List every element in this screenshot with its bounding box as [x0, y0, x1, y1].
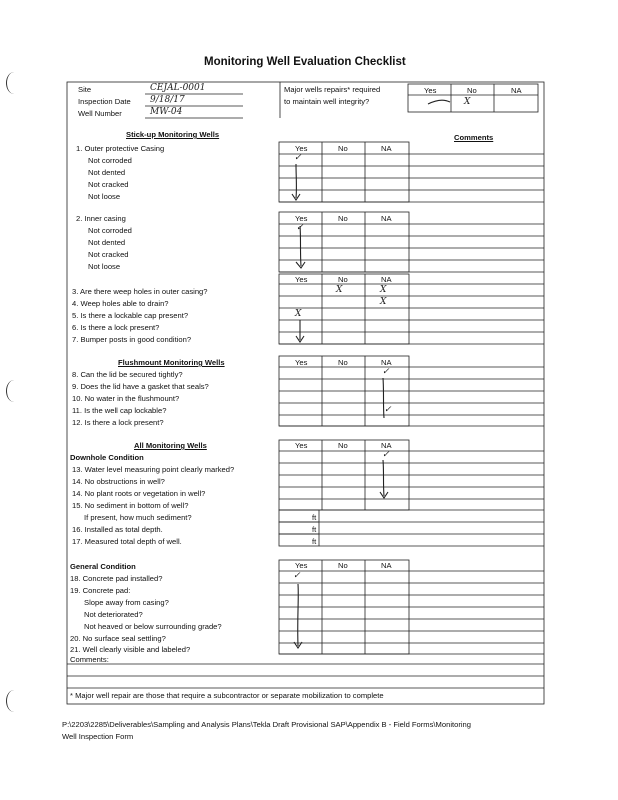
- stickup-3-na-header: NA: [381, 275, 392, 284]
- question-4-answer-na[interactable]: X: [380, 297, 387, 307]
- footnote: * Major well repair are those that require a subcontractor or separate mobilization to complete: [70, 691, 384, 700]
- flushmount-yes-header: Yes: [295, 358, 308, 367]
- question-13: 13. Water level measuring point clearly marked?: [72, 465, 235, 474]
- question-15-sub: If present, how much sediment?: [84, 513, 192, 522]
- question-1: 1. Outer protective Casing: [76, 144, 165, 153]
- question-11: 11. Is the well cap lockable?: [72, 406, 167, 415]
- general-na-header: NA: [381, 561, 392, 570]
- stickup-2-na-header: NA: [381, 214, 392, 223]
- flushmount-na-header: NA: [381, 358, 392, 367]
- major-repairs-answer[interactable]: X: [464, 97, 471, 107]
- well-number-value[interactable]: MW-04: [150, 107, 183, 117]
- question-2-sub-4: Not loose: [88, 262, 121, 271]
- major-repairs-no-header: No: [467, 86, 477, 95]
- question-3: 3. Are there weep holes in outer casing?: [72, 287, 208, 296]
- stickup-3-no-header: No: [338, 275, 348, 284]
- question-6: 6. Is there a lock present?: [72, 323, 160, 332]
- question-9: 9. Does the lid have a gasket that seals?: [72, 382, 209, 391]
- all-wells-na-header: NA: [381, 441, 392, 450]
- question-3-answer-no[interactable]: X: [336, 285, 343, 295]
- question-3-answer-na[interactable]: X: [380, 285, 387, 295]
- general-no-header: No: [338, 561, 348, 570]
- page-title: Monitoring Well Evaluation Checklist: [204, 56, 406, 68]
- stickup-no-header: No: [338, 144, 348, 153]
- question-18-answer-yes[interactable]: ✓: [293, 571, 301, 581]
- question-14b: 14. No plant roots or vegetation in well?: [72, 489, 206, 498]
- all-wells-yes-header: Yes: [295, 441, 308, 450]
- question-10: 10. No water in the flushmount?: [72, 394, 180, 403]
- question-8-answer-na[interactable]: ✓: [382, 367, 390, 377]
- general-condition-heading: General Condition: [70, 562, 136, 571]
- question-18: 18. Concrete pad installed?: [70, 574, 163, 583]
- all-wells-heading: All Monitoring Wells: [134, 441, 207, 450]
- question-19-sub-1: Slope away from casing?: [84, 598, 169, 607]
- question-15: 15. No sediment in bottom of well?: [72, 501, 189, 510]
- major-repairs-question-line-1: Major wells repairs* required: [284, 85, 381, 94]
- question-19-sub-2: Not deteriorated?: [84, 610, 143, 619]
- comments-label: Comments:: [70, 655, 109, 664]
- question-1-sub-1: Not corroded: [88, 156, 132, 165]
- question-5-answer-yes[interactable]: X: [295, 309, 302, 319]
- file-path-line-2: Well Inspection Form: [62, 732, 134, 741]
- question-2-sub-3: Not cracked: [88, 250, 129, 259]
- major-repairs-na-header: NA: [511, 86, 522, 95]
- inspection-date-value[interactable]: 9/18/17: [150, 95, 185, 105]
- site-value[interactable]: CEJAL-0001: [150, 83, 206, 93]
- question-5: 5. Is there a lockable cap present?: [72, 311, 189, 320]
- question-2-sub-1: Not corroded: [88, 226, 132, 235]
- question-1-sub-3: Not cracked: [88, 180, 129, 189]
- question-2: 2. Inner casing: [76, 214, 126, 223]
- stickup-3-yes-header: Yes: [295, 275, 308, 284]
- comments-heading: Comments: [454, 133, 494, 142]
- question-14: 14. No obstructions in well?: [72, 477, 165, 486]
- question-19: 19. Concrete pad:: [70, 586, 131, 595]
- flushmount-heading: Flushmount Monitoring Wells: [118, 358, 225, 367]
- inspection-date-label: Inspection Date: [78, 97, 131, 106]
- question-13-answer-na[interactable]: ✓: [382, 450, 390, 460]
- stickup-yes-header: Yes: [295, 144, 308, 153]
- question-1-sub-4: Not loose: [88, 192, 121, 201]
- question-19-sub-3: Not heaved or below surrounding grade?: [84, 622, 222, 631]
- general-yes-header: Yes: [295, 561, 308, 570]
- question-21: 21. Well clearly visible and labeled?: [70, 645, 191, 654]
- well-number-label: Well Number: [78, 109, 122, 118]
- handwritten-marks: [292, 100, 450, 648]
- flushmount-no-header: No: [338, 358, 348, 367]
- question-12: 12. Is there a lock present?: [72, 418, 164, 427]
- downhole-heading: Downhole Condition: [70, 453, 144, 462]
- question-16: 16. Installed as total depth.: [72, 525, 163, 534]
- question-20: 20. No surface seal settling?: [70, 634, 166, 643]
- stickup-na-header: NA: [381, 144, 392, 153]
- stickup-2-yes-header: Yes: [295, 214, 308, 223]
- question-8: 8. Can the lid be secured tightly?: [72, 370, 183, 379]
- file-path-line-1: P:\2203\2285\Deliverables\Sampling and Analysis Plans\Tekla Draft Provisional SAP\Appendix B - Field Forms\Monitoring: [62, 720, 471, 729]
- question-1-sub-2: Not dented: [88, 168, 126, 177]
- question-2-sub-2: Not dented: [88, 238, 126, 247]
- sediment-unit: ft: [312, 513, 317, 522]
- major-repairs-yes-header: Yes: [424, 86, 437, 95]
- question-17: 17. Measured total depth of well.: [72, 537, 182, 546]
- installed-depth-unit: ft: [312, 525, 317, 534]
- stickup-heading: Stick-up Monitoring Wells: [126, 130, 220, 139]
- question-7: 7. Bumper posts in good condition?: [72, 335, 192, 344]
- major-repairs-question-line-2: to maintain well integrity?: [284, 97, 370, 106]
- all-wells-no-header: No: [338, 441, 348, 450]
- measured-depth-unit: ft: [312, 537, 317, 546]
- site-label: Site: [78, 85, 92, 94]
- question-12-answer-na[interactable]: ✓: [384, 405, 392, 415]
- question-1-answer-check[interactable]: ✓: [294, 153, 302, 163]
- question-2-answer-check[interactable]: ✓: [296, 223, 304, 233]
- question-4: 4. Weep holes able to drain?: [72, 299, 169, 308]
- stickup-2-no-header: No: [338, 214, 348, 223]
